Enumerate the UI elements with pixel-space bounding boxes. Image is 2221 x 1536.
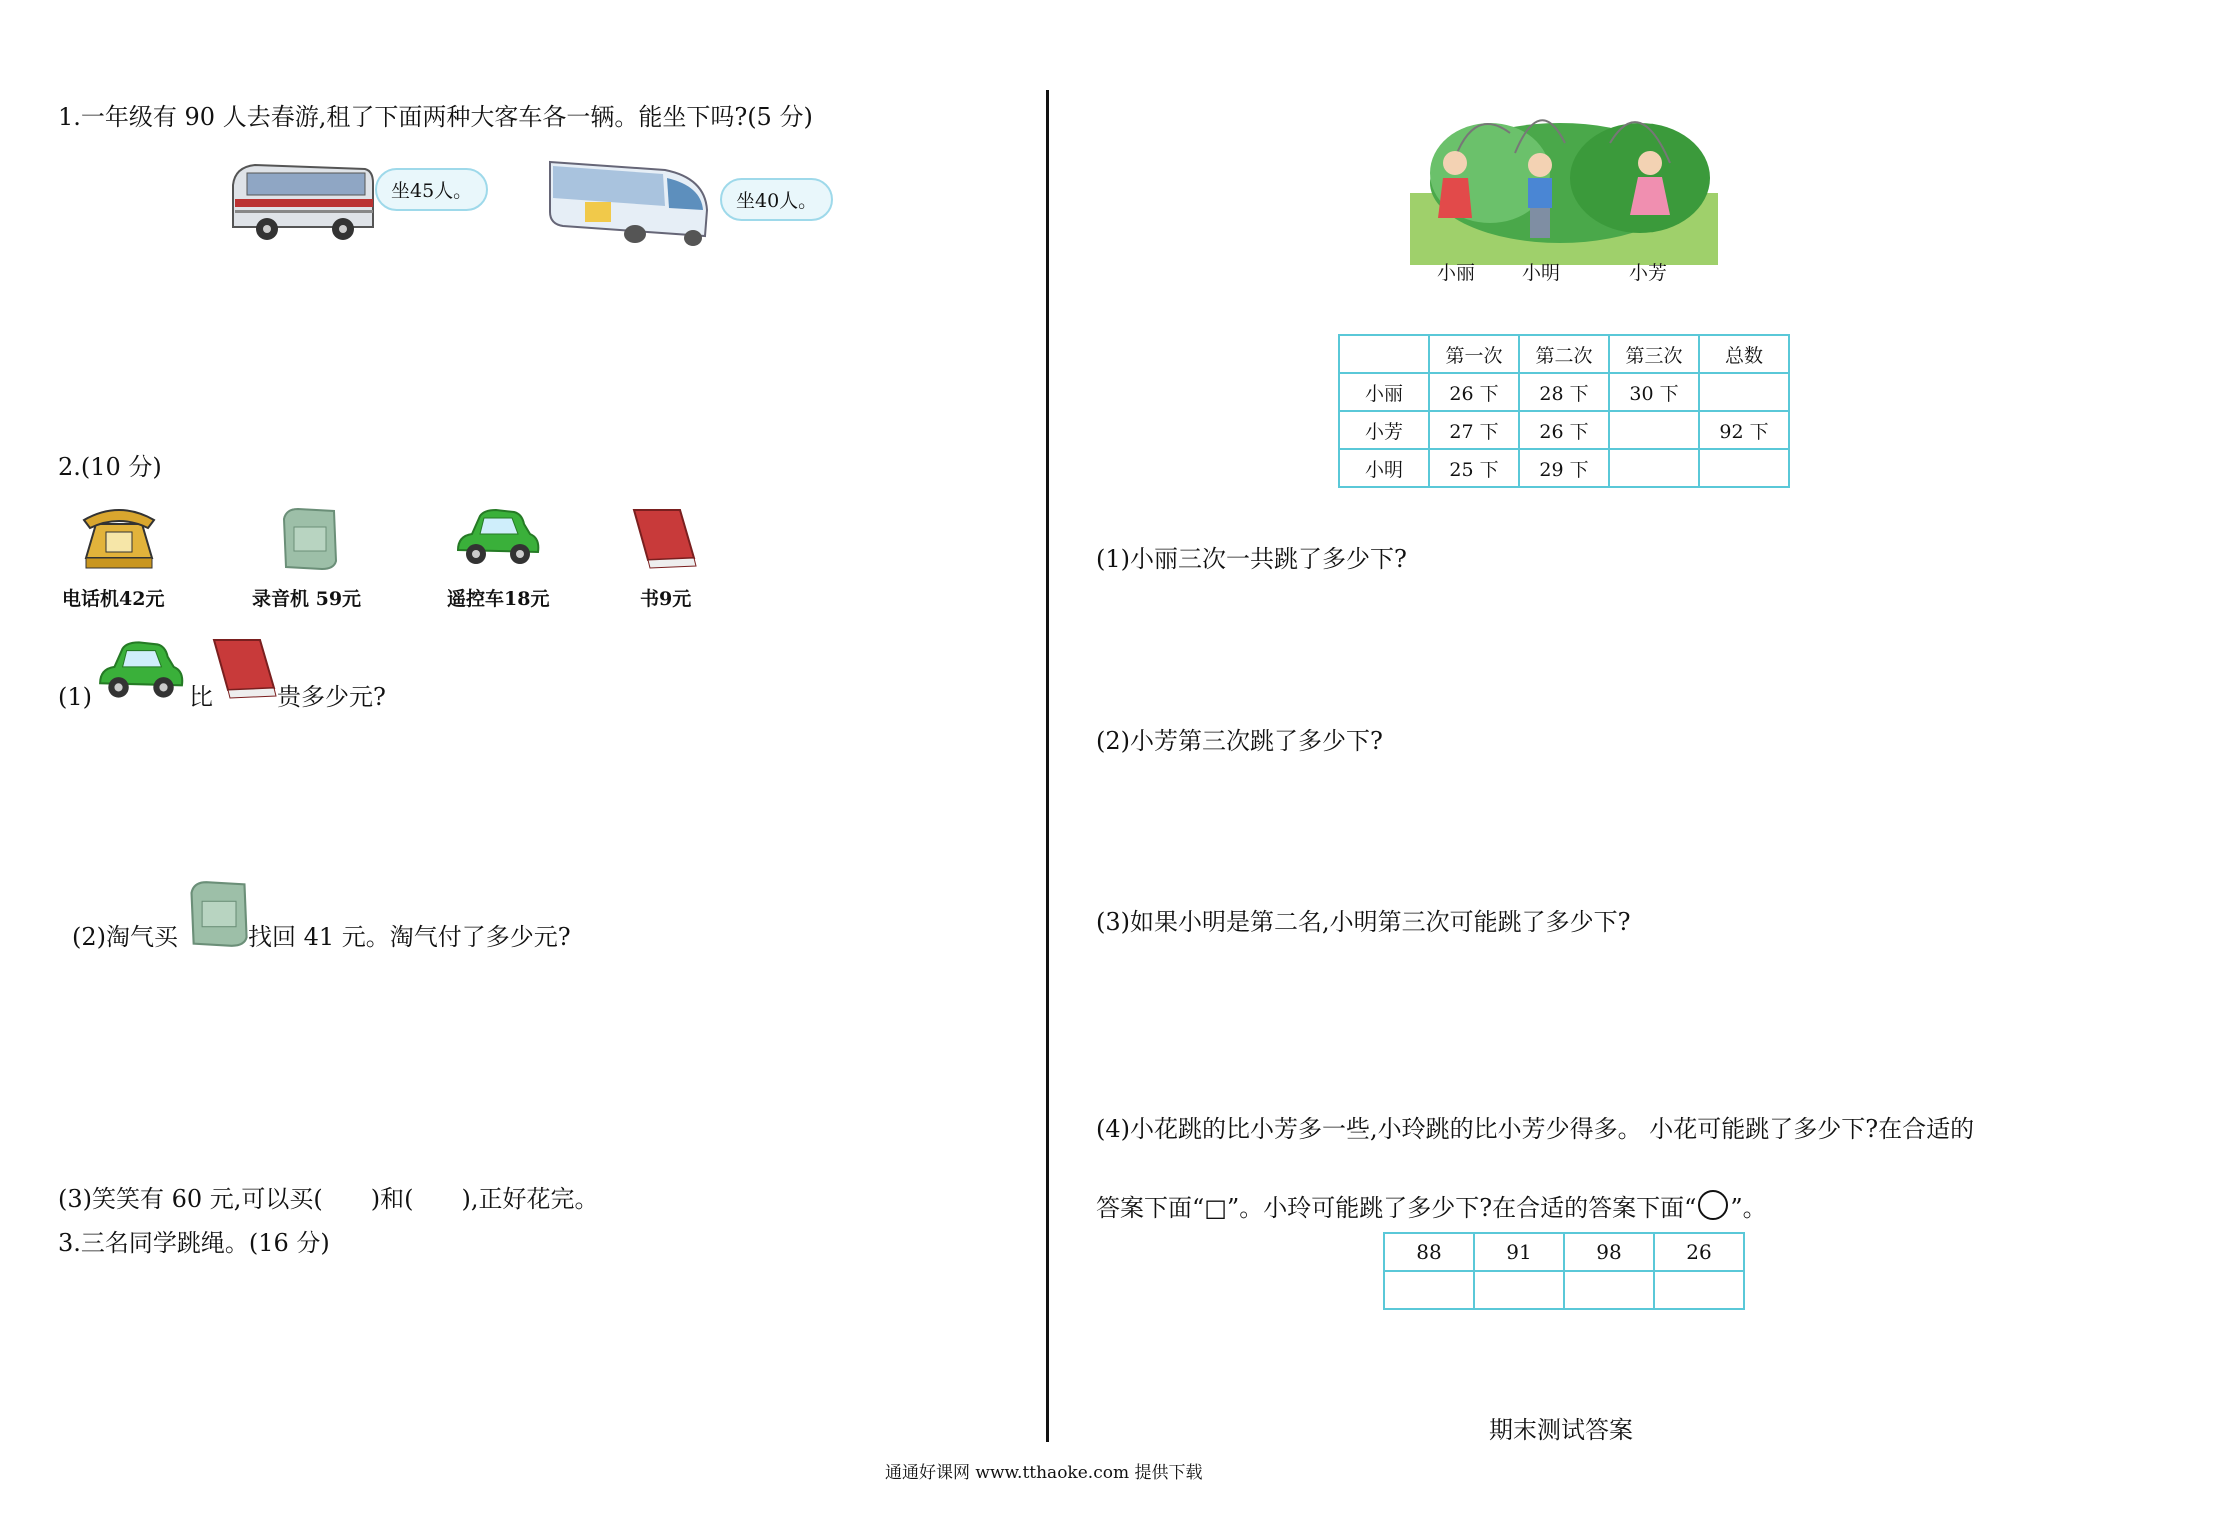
table-cell xyxy=(1699,373,1789,411)
table-cell: 29 下 xyxy=(1519,449,1609,487)
item-label-recorder: 录音机 59元 xyxy=(252,588,362,610)
table-cell: 小丽 xyxy=(1339,373,1429,411)
question-3-1: (1)小丽三次一共跳了多少下? xyxy=(1096,545,1407,573)
answer-option: 98 xyxy=(1564,1233,1654,1271)
column-divider xyxy=(1046,90,1049,1442)
answer-choice-table xyxy=(1383,1232,1745,1310)
book-icon xyxy=(630,506,700,578)
question-3-2: (2)小芳第三次跳了多少下? xyxy=(1096,727,1383,755)
answer-option: 88 xyxy=(1384,1233,1474,1271)
jump-rope-illustration xyxy=(1410,103,1718,265)
table-cell xyxy=(1699,449,1789,487)
table-header-row xyxy=(1339,335,1789,373)
table-cell: 26 下 xyxy=(1519,411,1609,449)
table-header-cell: 第一次 xyxy=(1429,335,1519,373)
answer-blank-cell[interactable] xyxy=(1384,1271,1474,1309)
kid-name-xiaoli: 小丽 xyxy=(1437,262,1476,284)
answer-option: 26 xyxy=(1654,1233,1744,1271)
table-header-cell: 总数 xyxy=(1699,335,1789,373)
question-2-1-suffix: 贵多少元? xyxy=(277,683,386,711)
question-3: 3.三名同学跳绳。(16 分) xyxy=(58,1229,330,1257)
toy-car-icon xyxy=(94,636,186,706)
kid-name-xiaoming: 小明 xyxy=(1522,262,1561,284)
question-2-2-prefix: (2)淘气买 xyxy=(72,923,178,951)
jump-rope-score-table xyxy=(1338,334,1790,488)
question-3-3: (3)如果小明是第二名,小明第三次可能跳了多少下? xyxy=(1096,908,1631,936)
table-row xyxy=(1339,411,1789,449)
question-3-4-line2-text: 答案下面“□”。小玲可能跳了多少下?在合适的答案下面“ xyxy=(1096,1194,1697,1222)
question-1: 1.一年级有 90 人去春游,租了下面两种大客车各一辆。能坐下吗?(5 分) xyxy=(58,103,813,131)
recorder-icon xyxy=(185,878,251,950)
item-label-toy-car: 遥控车18元 xyxy=(447,588,550,610)
table-cell xyxy=(1609,411,1699,449)
table-cell: 92 下 xyxy=(1699,411,1789,449)
bus2-capacity-bubble: 坐40人。 xyxy=(720,178,833,221)
item-label-telephone: 电话机42元 xyxy=(62,588,165,610)
table-cell: 小芳 xyxy=(1339,411,1429,449)
table-cell: 27 下 xyxy=(1429,411,1519,449)
answer-blank-cell[interactable] xyxy=(1654,1271,1744,1309)
table-row xyxy=(1339,373,1789,411)
table-header-cell: 第二次 xyxy=(1519,335,1609,373)
table-cell: 25 下 xyxy=(1429,449,1519,487)
question-2-1-compare: 比 xyxy=(189,683,213,711)
table-row xyxy=(1339,449,1789,487)
question-3-4-line1: (4)小花跳的比小芳多一些,小玲跳的比小芳少得多。 小花可能跳了多少下?在合适的 xyxy=(1096,1115,1975,1143)
table-cell: 小明 xyxy=(1339,449,1429,487)
coach-bus-icon xyxy=(225,155,375,250)
circle-mark-icon xyxy=(1698,1190,1728,1220)
telephone-icon xyxy=(80,502,158,574)
footer-source-text: 通通好课网 www.tthaoke.com 提供下载 xyxy=(885,1463,1203,1483)
question-2: 2.(10 分) xyxy=(58,453,162,481)
table-cell: 28 下 xyxy=(1519,373,1609,411)
table-cell: 30 下 xyxy=(1609,373,1699,411)
kid-name-xiaofang: 小芳 xyxy=(1629,262,1668,284)
item-label-book: 书9元 xyxy=(640,588,692,610)
table-header-cell xyxy=(1339,335,1429,373)
table-row xyxy=(1384,1271,1744,1309)
question-3-4-line2-end: ”。 xyxy=(1730,1194,1767,1222)
toy-car-icon xyxy=(452,506,542,570)
city-bus-icon xyxy=(545,150,710,255)
question-2-2-suffix: 找回 41 元。淘气付了多少元? xyxy=(248,923,571,951)
question-2-1-prefix: (1) xyxy=(58,683,92,711)
answer-blank-cell[interactable] xyxy=(1474,1271,1564,1309)
table-row xyxy=(1384,1233,1744,1271)
table-cell: 26 下 xyxy=(1429,373,1519,411)
question-3-4-line2 xyxy=(1096,1190,1767,1223)
book-icon xyxy=(210,634,280,710)
table-header-cell: 第三次 xyxy=(1609,335,1699,373)
recorder-icon xyxy=(278,505,340,573)
answer-blank-cell[interactable] xyxy=(1564,1271,1654,1309)
answer-option: 91 xyxy=(1474,1233,1564,1271)
question-2-3: (3)笑笑有 60 元,可以买( )和( ),正好花完。 xyxy=(58,1185,599,1213)
answer-section-title: 期末测试答案 xyxy=(1489,1416,1633,1444)
bus1-capacity-bubble: 坐45人。 xyxy=(375,168,488,211)
table-cell xyxy=(1609,449,1699,487)
